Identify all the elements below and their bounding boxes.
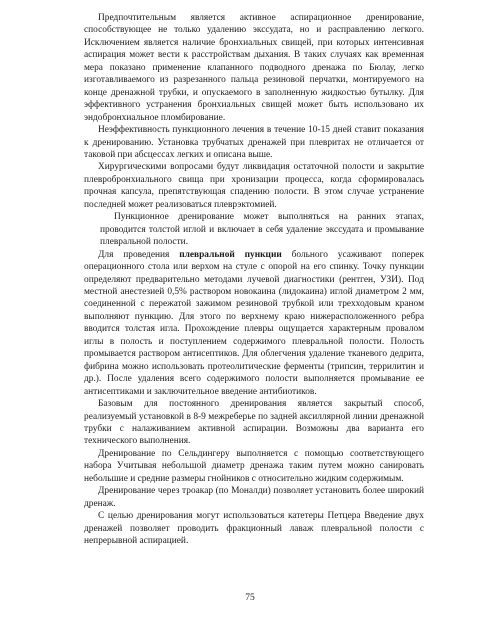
body-text: [84, 12, 424, 547]
paragraph-seldinger: Дренирование по Сельдингеру выполняется с помощью соответствующего набора Учитывая небольшой диаметр дренажа таким путем можно санировать небольшие и средние размеры гнойников с относительно жидким содержимым.: [84, 448, 424, 484]
pleural-puncture-body: больного усаживают поперек операционного стола или верхом на стуле с опорой на его спинку. Точку пункции определяют предварительно методами лучевой диагностики (рентген, УЗИ). Под местной анестезией 0,5% раствором новокаина (лидокаина) иглой диаметром 2 мм, соединенной с пережатой зажимом резиновой трубкой или трехходовым краном выполняют пункцию. Для этого по верхнему краю нижерасположенного ребра вводится толстая игла. Прохождение плевры ощущается характерным провалом иглы в полость и поступлением содержимого плевральной полости. Полость промывается раствором антисептиков. Для облегчения удаление тканевого дедрита, фибрина можно использовать протеолитические ферменты (трипсин, террилитин и др.). После удаления всего содержимого полости выполняется промывание ее антисептиками и заключительное введение антибиотиков.: [84, 249, 424, 397]
pleural-puncture-lead: Для проведения: [98, 249, 180, 260]
paragraph-trocar: Дренирование через троакар (по Моналди) позволяет установить более широкий дренаж.: [84, 486, 424, 509]
pleural-puncture-term: плевральной пункции: [179, 249, 282, 260]
paragraph-active-aspiration: Предпочтительным является активное аспирационное дренирование, способствующее не только удалению экссудата, но и расправлению легкого. Исключением является наличие бронхиальных свищей, при которых интенсивная аспирация может вести к расстройствам дыхания. В таких случаях как временная мера показано применение клапанного подводного дренажа по Бюлау, легко изготавливаемого из разрезанного пальца резиновой перчатки, монтируемого на конце дренажной трубки, и опускаемого в заполненную жидкостью бутылку. Для эффективного устранения бронхиальных свищей может быть использовано их эндобронхиальное пломбирование.: [84, 13, 424, 123]
paragraph-pleural-puncture: [84, 249, 424, 398]
paragraph-puncture-drainage: Пункционное дренирование может выполняться на ранних этапах, проводится толстой иглой и включает в себя удаление экссудата и промывание плевральной полости.: [100, 212, 424, 248]
paragraph-closed-drainage: Базовым для постоянного дренирования является закрытый способ, реализуемый установкой в 8-9 межреберье по задней аксиллярной линии дренажной трубки с налаживанием активной аспирации. Возможны два варианта его технического выполнения.: [84, 399, 424, 447]
paragraph-pezzer-catheters: С целью дренирования могут использоваться катетеры Петцера Введение двух дренажей позволяет проводить фракционный лаваж плевральной полости с непрерывной аспирацией.: [84, 511, 424, 547]
page-number: 75: [245, 593, 255, 603]
paragraph-puncture-ineffective: Неэффективность пункционного лечения в течение 10-15 дней ставит показания к дренированию. Установка трубчатых дренажей при плевритах не отличается от таковой при абсцессах легких и описана выше.: [84, 125, 424, 160]
paragraph-surgical-questions: Хирургическими вопросами будут ликвидация остаточной полости и закрытие плевробронхиального свища при хронизации процесса, когда сформировалась прочная капсула, препятствующая спадению полости. В этом случае устранение последней может реализоваться плеврэктомией.: [84, 162, 424, 210]
